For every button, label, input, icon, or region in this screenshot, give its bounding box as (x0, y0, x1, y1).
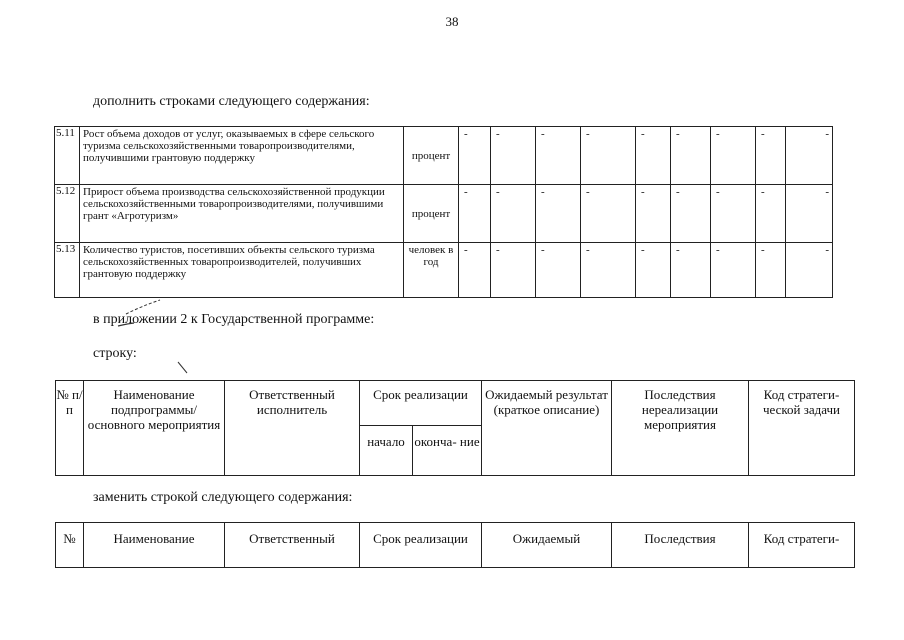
table-row (55, 185, 833, 243)
col-result-header: Ожидаемый (482, 523, 612, 568)
col-term-header: Срок реализации (360, 523, 482, 568)
col-result-header: Ожидаемый результат (краткое описание) (482, 381, 612, 476)
row-number: 5.11 (55, 127, 80, 185)
value-cell: - (636, 185, 671, 243)
value-cell: - (581, 185, 636, 243)
pen-mark-icon (112, 296, 172, 336)
col-term-header: Срок реализации (360, 381, 482, 426)
col-num-header: № (56, 523, 84, 568)
page-number: 38 (445, 14, 459, 29)
replace-text: заменить строкой следующего содержания: (93, 490, 353, 505)
value-cell: - (711, 243, 756, 298)
row-text: строку: (93, 346, 137, 361)
col-executor-header: Ответственный исполнитель (225, 381, 360, 476)
value-cell: - (786, 185, 833, 243)
value-cell: - (636, 127, 671, 185)
value-cell: - (711, 127, 756, 185)
table-row (55, 127, 833, 185)
value-cell: - (711, 185, 756, 243)
col-consequences-header: Последствия (612, 523, 749, 568)
indicator-name: Рост объема доходов от услуг, оказываемых в сфере сельского туризма сельскохозяйственными товаропроизводителями, получившими грантовую поддержку (80, 127, 404, 185)
replacement-header-table (55, 522, 855, 568)
value-cell: - (491, 185, 536, 243)
unit-cell: человек в год (404, 243, 459, 298)
value-cell: - (536, 127, 581, 185)
col-code-header: Код стратеги- ческой задачи (749, 381, 855, 476)
value-cell: - (786, 243, 833, 298)
value-cell: - (756, 185, 786, 243)
appendix-header-table (55, 380, 855, 476)
col-code-header: Код стратеги- (749, 523, 855, 568)
value-cell: - (756, 127, 786, 185)
unit-cell: процент (404, 185, 459, 243)
row-number: 5.12 (55, 185, 80, 243)
indicator-name: Прирост объема производства сельскохозяйственной продукции сельскохозяйственными товаропроизводителями, получившими грант «Агротуризм» (80, 185, 404, 243)
value-cell: - (581, 243, 636, 298)
col-consequences-header: Последствия нереализации мероприятия (612, 381, 749, 476)
table-row (55, 243, 833, 298)
value-cell: - (581, 127, 636, 185)
col-start-header: начало (360, 426, 413, 476)
value-cell: - (491, 243, 536, 298)
value-cell: - (459, 185, 491, 243)
row-number: 5.13 (55, 243, 80, 298)
value-cell: - (459, 243, 491, 298)
value-cell: - (671, 185, 711, 243)
col-name-header: Наименование подпрограммы/ основного мероприятия (84, 381, 225, 476)
col-name-header: Наименование (84, 523, 225, 568)
appendix-text: в приложении 2 к Государственной программе: (93, 312, 375, 327)
col-executor-header: Ответственный (225, 523, 360, 568)
col-end-header: оконча- ние (413, 426, 482, 476)
value-cell: - (671, 243, 711, 298)
col-num-header: № п/п (56, 381, 84, 476)
unit-cell: процент (404, 127, 459, 185)
value-cell: - (536, 185, 581, 243)
value-cell: - (671, 127, 711, 185)
value-cell: - (459, 127, 491, 185)
value-cell: - (786, 127, 833, 185)
pen-tick-icon (176, 360, 190, 376)
intro-text: дополнить строками следующего содержания: (93, 94, 370, 109)
indicators-table (54, 126, 833, 298)
value-cell: - (536, 243, 581, 298)
value-cell: - (756, 243, 786, 298)
value-cell: - (491, 127, 536, 185)
value-cell: - (636, 243, 671, 298)
indicator-name: Количество туристов, посетивших объекты сельского туризма сельскохозяйственных товаропроизводителей, получивших грантовую поддержку (80, 243, 404, 298)
